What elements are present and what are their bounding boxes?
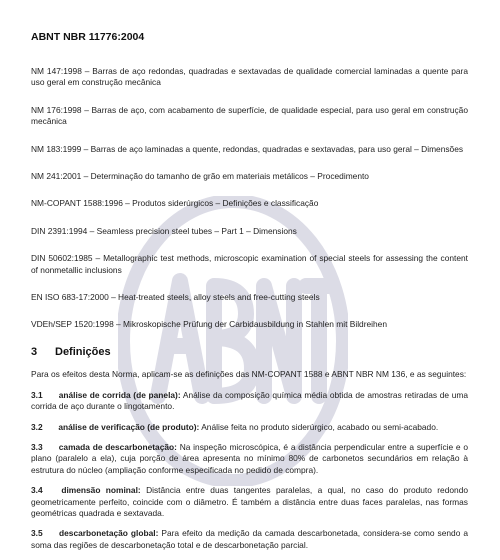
- definition-term: análise de verificação (de produto):: [58, 421, 200, 432]
- reference-item: NM-COPANT 1588:1996 – Produtos siderúrgicos – Definições e classificação: [31, 198, 319, 209]
- definition-term: descarbonetação global:: [59, 528, 159, 539]
- definition-number: 3.2: [31, 421, 43, 432]
- definition-item: [31, 442, 468, 476]
- definition-text: Para efeito da medição da camada descarbonetada, considera-se como sendo a soma das regiões de descarbonetação total e de descarbonetação parcial.: [31, 528, 469, 550]
- definition-text: Análise da composição química média obtida de amostras retiradas de uma corrida de aço durante o lingotamento.: [31, 389, 468, 412]
- definition-item: [31, 485, 468, 519]
- definition-number: 3.3: [31, 441, 43, 452]
- reference-item: DIN 2391:1994 – Seamless precision steel tubes – Part 1 – Dimensions: [31, 225, 297, 236]
- reference-item: NM 241:2001 – Determinação do tamanho de grão em materiais metálicos – Procedimento: [31, 171, 369, 182]
- definition-text: Distância entre duas tangentes paralelas, a qual, no caso do produto redondo geometricamente perfeito, coincide com o diâmetro. É também a distância entre duas faces paralelas, nas formas geométricas quadrada e sextavada.: [31, 485, 469, 518]
- document-body: [31, 66, 468, 560]
- definition-text: Análise feita no produto siderúrgico, acabado ou semi-acabado.: [201, 421, 439, 432]
- definition-term: análise de corrida (de panela):: [58, 389, 181, 400]
- section-title: Definições: [55, 345, 111, 358]
- reference-item: VDEh/SEP 1520:1998 – Mikroskopische Prüfung der Carbidausbildung in Stahlen mit Bildreihen: [31, 319, 387, 330]
- definition-item: [31, 422, 468, 433]
- reference-item: DIN 50602:1985 – Metallographic test methods, microscopic examination of special steels for assessing the content of nonmetallic inclusions: [31, 253, 468, 275]
- reference-item: EN ISO 683-17:2000 – Heat-treated steels, alloy steels and free-cutting steels: [31, 292, 320, 303]
- definition-number: 3.4: [31, 485, 43, 496]
- section-intro: Para os efeitos desta Norma, aplicam-se as definições das NM-COPANT 1588 e ABNT NBR NM 136, e as seguintes:: [31, 369, 467, 380]
- definition-item: [31, 390, 468, 413]
- definition-item: [31, 528, 468, 551]
- reference-item: NM 183:1999 – Barras de aço laminadas a quente, redondas, quadradas e sextavadas, para uso geral – Dimensões: [31, 143, 464, 154]
- reference-item: NM 176:1998 – Barras de aço, com acabamento de superfície, de qualidade especial, para uso geral em construção mecânica: [31, 104, 468, 127]
- section-heading: [31, 347, 468, 358]
- document-header: ABNT NBR 11776:2004: [31, 31, 145, 43]
- reference-item: NM 147:1998 – Barras de aço redondas, quadradas e sextavadas de qualidade comercial laminadas a quente para uso geral em construção mecânica: [31, 66, 468, 88]
- definition-text: Na inspeção microscópica, é a distância perpendicular entre a superfície e o plano (paralelo a ela), cuja porção de área apresenta no mínimo 80% de carbonetos secundários em relação à estrutura do núcleo (ampliação conforme especificada no pedido de compra).: [31, 441, 468, 475]
- definition-number: 3.5: [31, 528, 43, 539]
- section-number: 3: [31, 345, 38, 358]
- definition-term: dimensão nominal:: [61, 485, 141, 496]
- definition-number: 3.1: [31, 389, 43, 400]
- definition-term: camada de descarbonetação:: [58, 441, 177, 452]
